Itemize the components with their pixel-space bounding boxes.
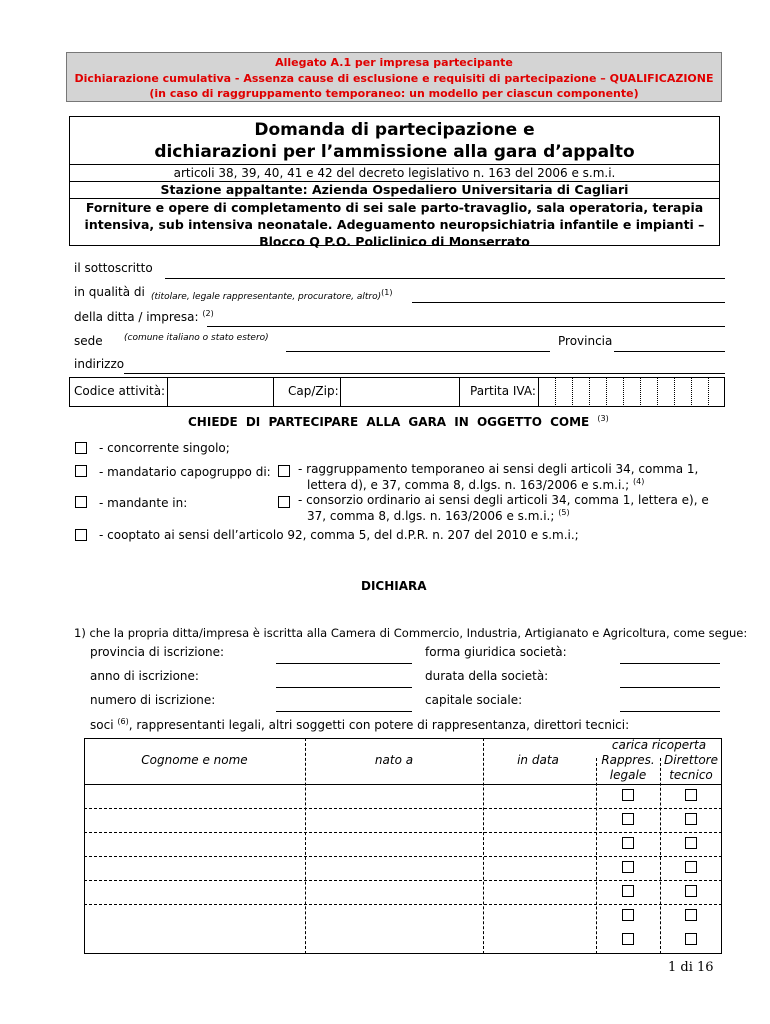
label-codice: Codice attività: <box>74 384 166 398</box>
checkbox-direttore-tecnico[interactable] <box>685 909 697 921</box>
numero-iscrizione-field[interactable] <box>276 711 412 712</box>
label-provincia: Provincia <box>558 334 613 348</box>
opt-concorrente-singolo: - concorrente singolo; <box>99 441 230 455</box>
checkbox-concorrente-singolo[interactable] <box>75 442 87 454</box>
dichiara-point-1: 1) che la propria ditta/impresa è iscritta alla Camera di Commercio, Industria, Artigianato e Agricoltura, come segue: <box>74 626 748 640</box>
piva-digit-separator <box>623 377 624 407</box>
piva-digit-separator <box>691 377 692 407</box>
sede-hint: (comune italiano o stato estero) <box>124 333 269 343</box>
th-in-data: in data <box>517 753 559 767</box>
checkbox-rappresentante-legale[interactable] <box>622 837 634 849</box>
checkbox-direttore-tecnico[interactable] <box>685 789 697 801</box>
indirizzo-field[interactable] <box>124 373 725 374</box>
checkbox-cooptato[interactable] <box>75 529 87 541</box>
row-divider <box>84 832 722 833</box>
checkbox-direttore-tecnico[interactable] <box>685 813 697 825</box>
provincia-iscrizione-field[interactable] <box>276 663 412 664</box>
piva-digit-separator <box>555 377 556 407</box>
row-divider <box>84 784 722 785</box>
dichiara-heading: DICHIARA <box>361 579 427 593</box>
soci-label: soci $^{(6)}$, rappresentanti legali, altri soggetti con potere di rappresentanza, direttori tecnici: <box>90 717 630 732</box>
title-line-2: dichiarazioni per l’ammissione alla gara d’appalto <box>154 142 635 162</box>
row-divider <box>84 904 722 905</box>
checkbox-rappresentante-legale[interactable] <box>622 789 634 801</box>
col-separator <box>305 738 306 954</box>
sottoscritto-field[interactable] <box>165 278 725 279</box>
opt-mandante: - mandante in: <box>99 496 188 510</box>
provincia-field[interactable] <box>614 351 725 352</box>
durata-societa-field[interactable] <box>620 687 720 688</box>
piva-digit-separator <box>640 377 641 407</box>
checkbox-direttore-tecnico[interactable] <box>685 933 697 945</box>
checkbox-rappresentante-legale[interactable] <box>622 885 634 897</box>
oggetto-forniture: Forniture e opere di completamento di sei sale parto-travaglio, sala operatoria, terapia intensiva, sub intensiva neonatale. Adeguamento neuropsichiatria infantile e impianti – Blocco Q P.O. Policlinico di Monserrato <box>70 198 719 250</box>
title-line-1: Domanda di partecipazione e <box>254 120 535 140</box>
page-number: 1 di 16 <box>668 960 714 975</box>
label-provincia-iscrizione: provincia di iscrizione: <box>90 645 224 659</box>
checkbox-mandante[interactable] <box>75 496 87 508</box>
row-divider <box>84 880 722 881</box>
label-forma-giuridica: forma giuridica società: <box>425 645 567 659</box>
capitale-sociale-field[interactable] <box>620 711 720 712</box>
sub-consorzio-line1: - consorzio ordinario ai sensi degli articoli 34, comma 1, lettera e), e <box>298 493 709 507</box>
forma-giuridica-field[interactable] <box>620 663 720 664</box>
checkbox-direttore-tecnico[interactable] <box>685 837 697 849</box>
checkbox-rappresentante-legale[interactable] <box>622 813 634 825</box>
piva-digit-separator <box>606 377 607 407</box>
chiede-heading: CHIEDE DI PARTECIPARE ALLA GARA IN OGGETTO COME $^{(3)}$ <box>188 414 609 429</box>
checkbox-rappresentante-legale[interactable] <box>622 909 634 921</box>
label-anno-iscrizione: anno di iscrizione: <box>90 669 199 683</box>
th-rappresentante-legale: Rappres. legale <box>601 753 655 782</box>
checkbox-raggruppamento[interactable] <box>278 465 290 477</box>
attachment-header <box>66 52 722 102</box>
sub-raggruppamento-line1: - raggruppamento temporaneo ai sensi degli articoli 34, comma 1, <box>298 462 699 476</box>
label-sede: sede <box>74 334 103 348</box>
col-separator <box>483 738 484 954</box>
checkbox-rappresentante-legale[interactable] <box>622 861 634 873</box>
checkbox-consorzio[interactable] <box>278 496 290 508</box>
opt-mandatario: - mandatario capogruppo di: <box>99 465 271 479</box>
qualita-hint: (titolare, legale rappresentante, procuratore, altro)(1) <box>151 288 393 302</box>
header-line-1: Allegato A.1 per impresa partecipante <box>275 56 513 69</box>
qualita-field[interactable] <box>412 302 725 303</box>
piva-digit-separator <box>657 377 658 407</box>
sub-raggruppamento-line2: lettera d), e 37, comma 8, d.lgs. n. 163/2006 e s.m.i.; $^{(4)}$ <box>307 477 645 492</box>
label-qualita: in qualità di <box>74 285 145 299</box>
sede-field[interactable] <box>286 351 550 352</box>
label-cap: Cap/Zip: <box>288 384 339 398</box>
anno-iscrizione-field[interactable] <box>276 687 412 688</box>
piva-digit-separator <box>589 377 590 407</box>
sub-consorzio-line2: 37, comma 8, d.lgs. n. 163/2006 e s.m.i.; $^{(5)}$ <box>307 508 570 523</box>
codice-attivita-input[interactable] <box>167 377 274 407</box>
th-direttore-tecnico: Direttore tecnico <box>664 753 718 782</box>
row-divider <box>84 808 722 809</box>
label-sottoscritto: il sottoscritto <box>74 261 153 275</box>
stazione-appaltante: Stazione appaltante: Azienda Ospedaliero Universitaria di Cagliari <box>70 181 719 198</box>
label-capitale-sociale: capitale sociale: <box>425 693 523 707</box>
label-durata-societa: durata della società: <box>425 669 549 683</box>
th-carica-ricoperta: carica ricoperta <box>611 738 707 752</box>
title-box <box>69 116 720 249</box>
piva-digit-separator <box>674 377 675 407</box>
row-divider <box>84 856 722 857</box>
checkbox-direttore-tecnico[interactable] <box>685 861 697 873</box>
checkbox-rappresentante-legale[interactable] <box>622 933 634 945</box>
checkbox-mandatario[interactable] <box>75 465 87 477</box>
th-cognome-nome: Cognome e nome <box>141 753 248 767</box>
title-articoli: articoli 38, 39, 40, 41 e 42 del decreto legislativo n. 163 del 2006 e s.m.i. <box>70 164 719 181</box>
partita-iva-input[interactable] <box>538 377 725 407</box>
label-ditta: della ditta / impresa: $^{(2)}$ <box>74 309 214 324</box>
th-nato-a: nato a <box>374 753 414 767</box>
cap-input[interactable] <box>340 377 460 407</box>
checkbox-direttore-tecnico[interactable] <box>685 885 697 897</box>
label-piva: Partita IVA: <box>470 384 536 398</box>
ditta-field[interactable] <box>207 326 725 327</box>
header-line-2: Dichiarazione cumulativa - Assenza cause di esclusione e requisiti di partecipazione – QUALIFICAZIONE <box>74 71 714 85</box>
piva-digit-separator <box>708 377 709 407</box>
label-numero-iscrizione: numero di iscrizione: <box>90 693 216 707</box>
label-indirizzo: indirizzo <box>74 357 125 371</box>
header-line-3: (in caso di raggruppamento temporaneo: un modello per ciascun componente) <box>149 87 639 100</box>
opt-cooptato: - cooptato ai sensi dell’articolo 92, comma 5, del d.P.R. n. 207 del 2010 e s.m.i.; <box>99 528 579 542</box>
piva-digit-separator <box>572 377 573 407</box>
